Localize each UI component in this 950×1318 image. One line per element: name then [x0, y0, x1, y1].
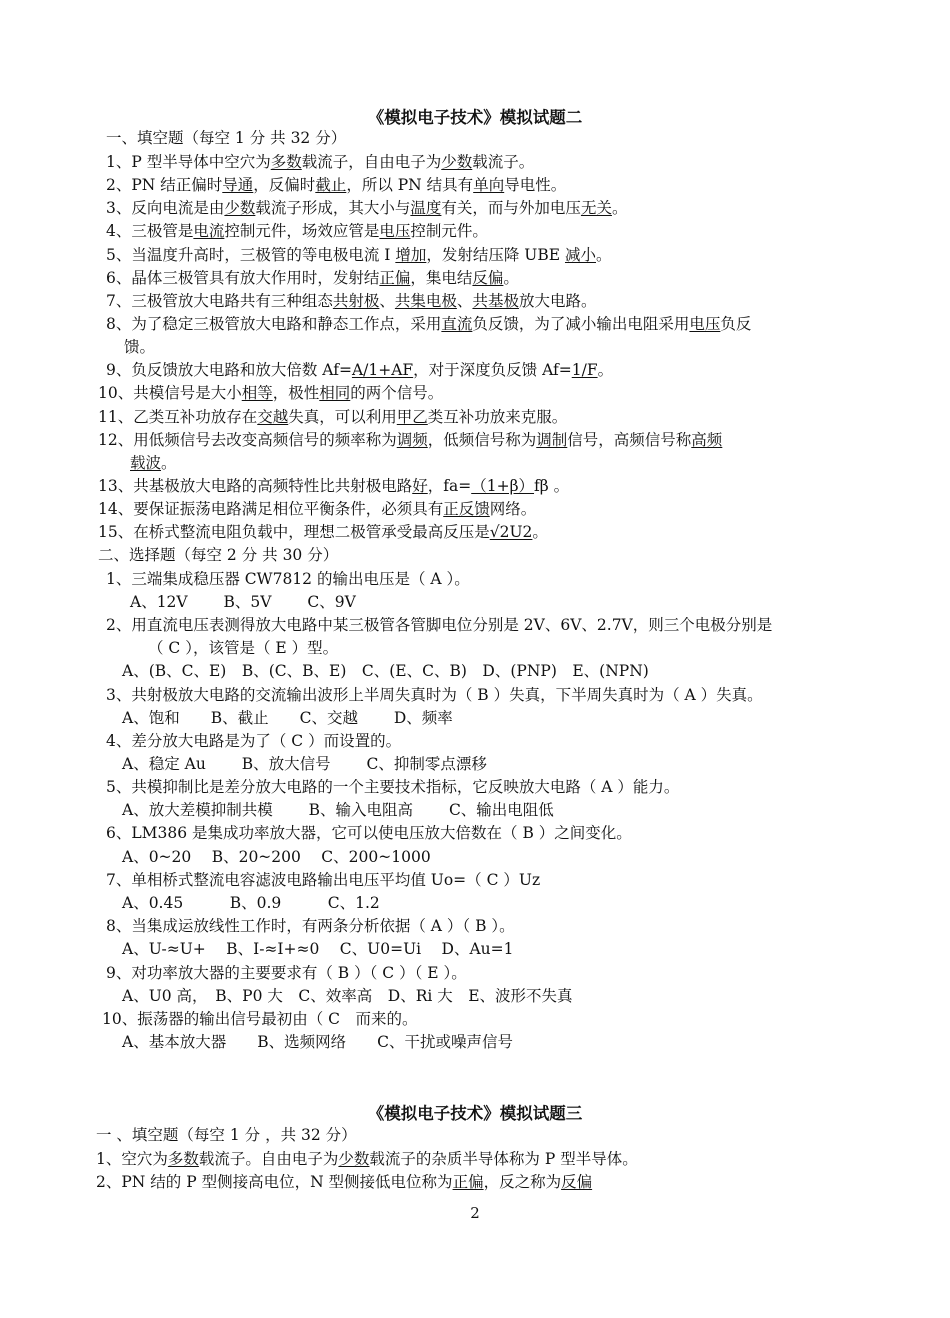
- answer: 高频: [691, 431, 723, 449]
- text: 13、共基极放大电路的高频特性比共射极电路: [98, 477, 413, 495]
- exam2-title: 《模拟电子技术》模拟试题二: [367, 108, 583, 127]
- text: fβ 。: [534, 477, 570, 495]
- text: 1、空穴为: [96, 1150, 168, 1168]
- answer: 温度: [410, 199, 442, 217]
- exam3-section1-heading: 一 、填空题（每空 1 分 ，共 32 分）: [96, 1126, 357, 1144]
- answer: 甲乙: [396, 408, 428, 426]
- exam2-choice-q8-options: A、U-≈U+ B、I-≈I+≈0 C、U0=Ui D、Au=1: [122, 940, 514, 958]
- exam2-choice-q10-options: A、基本放大器 B、选频网络 C、干扰或噪声信号: [122, 1033, 513, 1051]
- exam2-fill-q4: [106, 220, 488, 242]
- text: 载流子形成，其大小与: [255, 199, 411, 217]
- page-number: 2: [470, 1204, 480, 1222]
- exam2-fill-q10: [98, 382, 443, 404]
- text: 5、当温度升高时，三极管的等电极电流 I: [106, 246, 396, 264]
- exam2-choice-q10: 10、振荡器的输出信号最初由（ C 而来的。: [102, 1010, 418, 1028]
- text: 、: [379, 292, 395, 310]
- text: 。: [161, 454, 177, 472]
- text: 载流子，自由电子为: [301, 153, 442, 171]
- text: 2、PN 结正偏时: [106, 176, 223, 194]
- answer: 电压: [689, 315, 721, 333]
- text: 负反: [720, 315, 752, 333]
- text: ，反之称为: [483, 1173, 562, 1191]
- answer: 直流: [441, 315, 473, 333]
- text: ，发射结压降 UBE: [426, 246, 565, 264]
- exam2-choice-q3-options: A、饱和 B、截止 C、交越 D、频率: [122, 709, 453, 727]
- answer: 交越: [257, 408, 289, 426]
- text: 的两个信号。: [350, 384, 444, 402]
- exam2-fill-q8-cont: 馈。: [124, 338, 156, 356]
- exam2-choice-q7-options: A、0.45 B、0.9 C、1.2: [122, 894, 380, 912]
- exam2-fill-q5: [106, 244, 612, 266]
- exam2-choice-q8: 8、当集成运放线性工作时，有两条分析依据（ A ）（ B ）。: [106, 917, 515, 935]
- q12-text-tail: 信号，高频信号称: [567, 431, 692, 449]
- answer: 调制: [536, 431, 568, 449]
- text: 14、要保证振荡电路满足相位平衡条件，必须具有: [98, 500, 444, 518]
- text: 有关，而与外加电压: [441, 199, 581, 217]
- exam2-section2-heading: 二、选择题（每空 2 分 共 30 分）: [98, 546, 339, 564]
- text: 控制元件，场效应管是: [224, 222, 380, 240]
- answer: 少数: [338, 1150, 370, 1168]
- exam2-choice-q9-options: A、U0 高， B、P0 大 C、效率高 D、Ri 大 E、波形不失真: [122, 987, 573, 1005]
- exam2-fill-q12: [98, 429, 722, 451]
- answer: 相同: [319, 384, 351, 402]
- exam2-choice-q9: 9、对功率放大器的主要要求有（ B ）（ C ）（ E ）。: [106, 964, 467, 982]
- text: 1、P 型半导体中空穴为: [106, 153, 271, 171]
- text: 控制元件。: [410, 222, 488, 240]
- exam2-fill-q3: [106, 197, 627, 219]
- text: 11、乙类互补功放存在: [98, 408, 258, 426]
- answer: 减小: [564, 246, 596, 264]
- exam2-fill-q6: [106, 267, 519, 289]
- answer: 单向: [473, 176, 505, 194]
- text: 类互补功放来克服。: [427, 408, 568, 426]
- answer: 载波: [130, 454, 162, 472]
- answer: 共射极: [332, 292, 380, 310]
- answer: 正反馈: [443, 500, 490, 518]
- exam3-fill-q2: [96, 1171, 592, 1193]
- exam2-fill-q7: [106, 290, 596, 312]
- answer: 增加: [395, 246, 427, 264]
- exam2-choice-q4-options: A、稳定 Au B、放大信号 C、抑制零点漂移: [122, 755, 487, 773]
- text: 8、为了稳定三极管放大电路和静态工作点，采用: [106, 315, 442, 333]
- exam2-choice-q6: 6、LM386 是集成功率放大器，它可以使电压放大倍数在（ B ）之间变化。: [106, 824, 632, 842]
- answer: 无关: [580, 199, 612, 217]
- answer: （1+β）: [471, 477, 535, 495]
- text: 9、负反馈放大电路和放大倍数 Af=: [106, 361, 352, 379]
- text: 负反馈，为了减小输出电阻采用: [472, 315, 690, 333]
- exam2-fill-q8: [106, 313, 751, 335]
- answer: 少数: [224, 199, 256, 217]
- answer: 共基极: [472, 292, 519, 310]
- text: 载流子的杂质半导体称为 P 型半导体。: [369, 1150, 638, 1168]
- answer: 多数: [270, 153, 302, 171]
- exam2-fill-q2: [106, 174, 566, 196]
- answer: 电压: [379, 222, 411, 240]
- exam2-choice-q5-options: A、放大差模抑制共模 B、输入电阻高 C、输出电阻低: [122, 801, 554, 819]
- exam2-choice-q1: 1、三端集成稳压器 CW7812 的输出电压是（ A ）。: [106, 570, 470, 588]
- answer: 1/F: [571, 361, 598, 379]
- text: 导电性。: [504, 176, 567, 194]
- text: ，反偏时: [253, 176, 316, 194]
- answer: A/1+AF: [351, 361, 414, 379]
- answer: 调频: [396, 431, 428, 449]
- text: 10、共模信号是大小: [98, 384, 242, 402]
- answer: 正偏: [379, 269, 411, 287]
- text: ，fa=: [427, 477, 472, 495]
- exam2-choice-q7: 7、单相桥式整流电容滤波电路输出电压平均值 Uo=（ C ）Uz: [106, 871, 541, 889]
- text: ，低频信号称为: [427, 431, 537, 449]
- text: 、: [456, 292, 473, 310]
- text: 。: [503, 269, 519, 287]
- exam2-choice-q5: 5、共模抑制比是差分放大电路的一个主要技术指标，它反映放大电路（ A ）能力。: [106, 778, 680, 796]
- answer: 好: [412, 477, 428, 495]
- answer: 共集电极: [394, 292, 457, 310]
- exam2-choice-q2-options: A、(B、C、E) B、(C、B、E) C、(E、C、B) D、(PNP) E、(NPN): [122, 662, 649, 680]
- text: 载流子。自由电子为: [198, 1150, 339, 1168]
- text: 。: [596, 246, 612, 264]
- text: ，所以 PN 结具有: [346, 176, 474, 194]
- exam2-fill-q12-cont: [130, 452, 177, 474]
- answer: 相等: [241, 384, 273, 402]
- exam2-choice-q4: 4、差分放大电路是为了（ C ）而设置的。: [106, 732, 402, 750]
- text: 2、PN 结的 P 型侧接高电位，N 型侧接低电位称为: [96, 1173, 453, 1191]
- text: 7、三极管放大电路共有三种组态: [106, 292, 333, 310]
- text: 。: [532, 523, 548, 541]
- text: ，集电结: [410, 269, 473, 287]
- text: 4、三极管是: [106, 222, 194, 240]
- answer: 电流: [193, 222, 225, 240]
- text: 6、晶体三极管具有放大作用时，发射结: [106, 269, 380, 287]
- text: 放大电路。: [518, 292, 597, 310]
- exam2-fill-q9: [106, 359, 613, 381]
- exam2-fill-q14: [98, 498, 536, 520]
- answer: 导通: [222, 176, 254, 194]
- exam2-choice-q3: 3、共射极放大电路的交流输出波形上半周失真时为（ B ）失真，下半周失真时为（ A ）失真。: [106, 686, 763, 704]
- text: 网络。: [489, 500, 537, 518]
- text: 3、反向电流是由: [106, 199, 225, 217]
- answer: 反偏: [561, 1173, 593, 1191]
- text: 失真，可以利用: [288, 408, 397, 426]
- exam2-choice-q2: 2、用直流电压表测得放大电路中某三极管各管脚电位分别是 2V、6V、2.7V，则三个电极分别是: [106, 616, 773, 634]
- answer: 截止: [315, 176, 347, 194]
- exam3-title: 《模拟电子技术》模拟试题三: [367, 1104, 583, 1123]
- exam2-fill-q13: [98, 475, 569, 497]
- text: 12、用低频信号去改变高频信号的频率称为: [98, 431, 397, 449]
- text: 载流子。: [472, 153, 535, 171]
- exam2-choice-q1-options: A、12V B、5V C、9V: [130, 593, 356, 611]
- text: 。: [597, 361, 614, 379]
- exam2-fill-q15: [98, 521, 548, 543]
- answer: 正偏: [452, 1173, 484, 1191]
- answer: √2U2: [489, 523, 533, 541]
- exam2-choice-q6-options: A、0~20 B、20~200 C、200~1000: [122, 848, 431, 866]
- answer: 多数: [167, 1150, 199, 1168]
- exam2-fill-q1: [106, 151, 534, 173]
- text: ，对于深度负反馈 Af=: [413, 361, 572, 379]
- exam2-section1-heading: 一、填空题（每空 1 分 共 32 分）: [106, 129, 347, 147]
- text: 。: [611, 199, 628, 217]
- answer: 少数: [441, 153, 473, 171]
- text: 15、在桥式整流电阻负载中，理想二极管承受最高反压是: [98, 523, 490, 541]
- exam3-fill-q1: [96, 1148, 638, 1170]
- text: ，极性: [272, 384, 320, 402]
- exam2-choice-q2-cont: （ C ），该管是（ E ）型。: [148, 639, 339, 657]
- answer: 反偏: [472, 269, 504, 287]
- exam2-fill-q11: [98, 406, 567, 428]
